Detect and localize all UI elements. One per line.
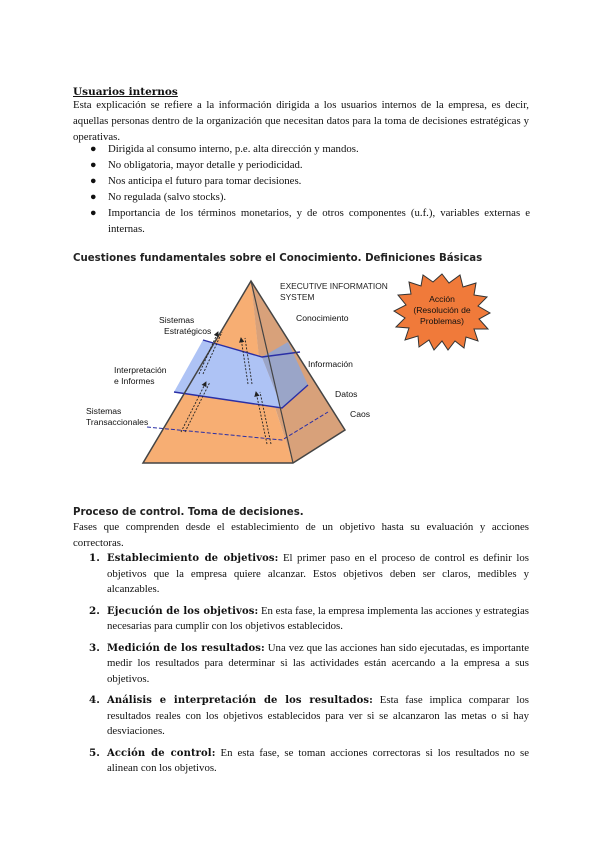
list-item: 5. Acción de control: En esta fase, se toman acciones correctoras si los resultados no se alinean con los objetivos. (89, 746, 529, 774)
label-executive-information: EXECUTIVE INFORMATION (280, 281, 388, 291)
internal-users-intro: Esta explicación se refiere a la información dirigida a los usuarios internos de la empresa, es decir, aquellas personas dentro de la organización que necesitan datos para la toma de decisiones estratégicas y operativas. (73, 99, 529, 143)
list-item: ● Nos anticipa el futuro para tomar decisiones. (90, 175, 302, 187)
control-intro: Fases que comprenden desde el establecimiento de un objetivo hasta su evaluación y acciones correctoras. (73, 521, 529, 549)
burst-line-1: Acción (429, 294, 455, 304)
knowledge-section-title: Cuestiones fundamentales sobre el Conocimiento. Definiciones Básicas (73, 253, 483, 264)
bullet-icon: ● (90, 191, 97, 203)
list-item: 1. Establecimiento de objetivos: El primer paso en el proceso de control es definir los objetivos que la empresa quiere alcanzar. Estos objetivos deben ser claros, medibles y alcanzables. (89, 552, 530, 595)
label-transactional-systems: Sistemas (86, 406, 122, 416)
label-knowledge: Conocimiento (296, 313, 349, 323)
bullet-icon: ● (90, 143, 97, 155)
internal-users-heading: Usuarios internos (73, 86, 178, 98)
control-steps-list (89, 551, 529, 783)
burst-line-3: Problemas) (420, 316, 464, 326)
bullet-icon: ● (90, 159, 97, 171)
control-section-title: Proceso de control. Toma de decisiones. (73, 507, 304, 518)
list-item: ● Importancia de los términos monetarios, y de otros componentes (u.f.), variables externas e internas. (90, 207, 530, 235)
label-information: Información (308, 359, 353, 369)
label-interpretation: Interpretación (114, 365, 167, 375)
list-item: 2. Ejecución de los objetivos: En esta fase, la empresa implementa las acciones y estrategias necesarias para cumplir con los objetivos establecidos. (89, 604, 529, 632)
label-executive-system: SYSTEM (280, 292, 315, 302)
label-strategic-systems-2: Estratégicos (164, 326, 212, 336)
list-item: ● No regulada (salvo stocks). (90, 191, 227, 203)
list-item: ● Dirigida al consumo interno, p.e. alta dirección y mandos. (90, 143, 359, 155)
list-item: 4. Análisis e interpretación de los resultados: Esta fase implica comparar los resultados reales con los objetivos establecidos para ver si se alcanzaron las metas o si hay desviaciones. (89, 694, 529, 737)
label-chaos: Caos (350, 409, 371, 419)
list-item: ● No obligatoria, mayor detalle y periodicidad. (90, 159, 303, 171)
bullet-icon: ● (90, 207, 97, 219)
label-strategic-systems: Sistemas (159, 315, 195, 325)
label-transactional-systems-2: Transaccionales (86, 417, 149, 427)
label-interpretation-2: e Informes (114, 376, 155, 386)
bullet-icon: ● (90, 175, 97, 187)
label-data: Datos (335, 389, 358, 399)
list-item: 3. Medición de los resultados: Una vez que las acciones han sido ejecutadas, es importante medir los resultados para determinar si las actividades están acercando a la empresa a sus objetivos. (89, 641, 530, 685)
burst-line-2: (Resolución de (413, 305, 471, 315)
